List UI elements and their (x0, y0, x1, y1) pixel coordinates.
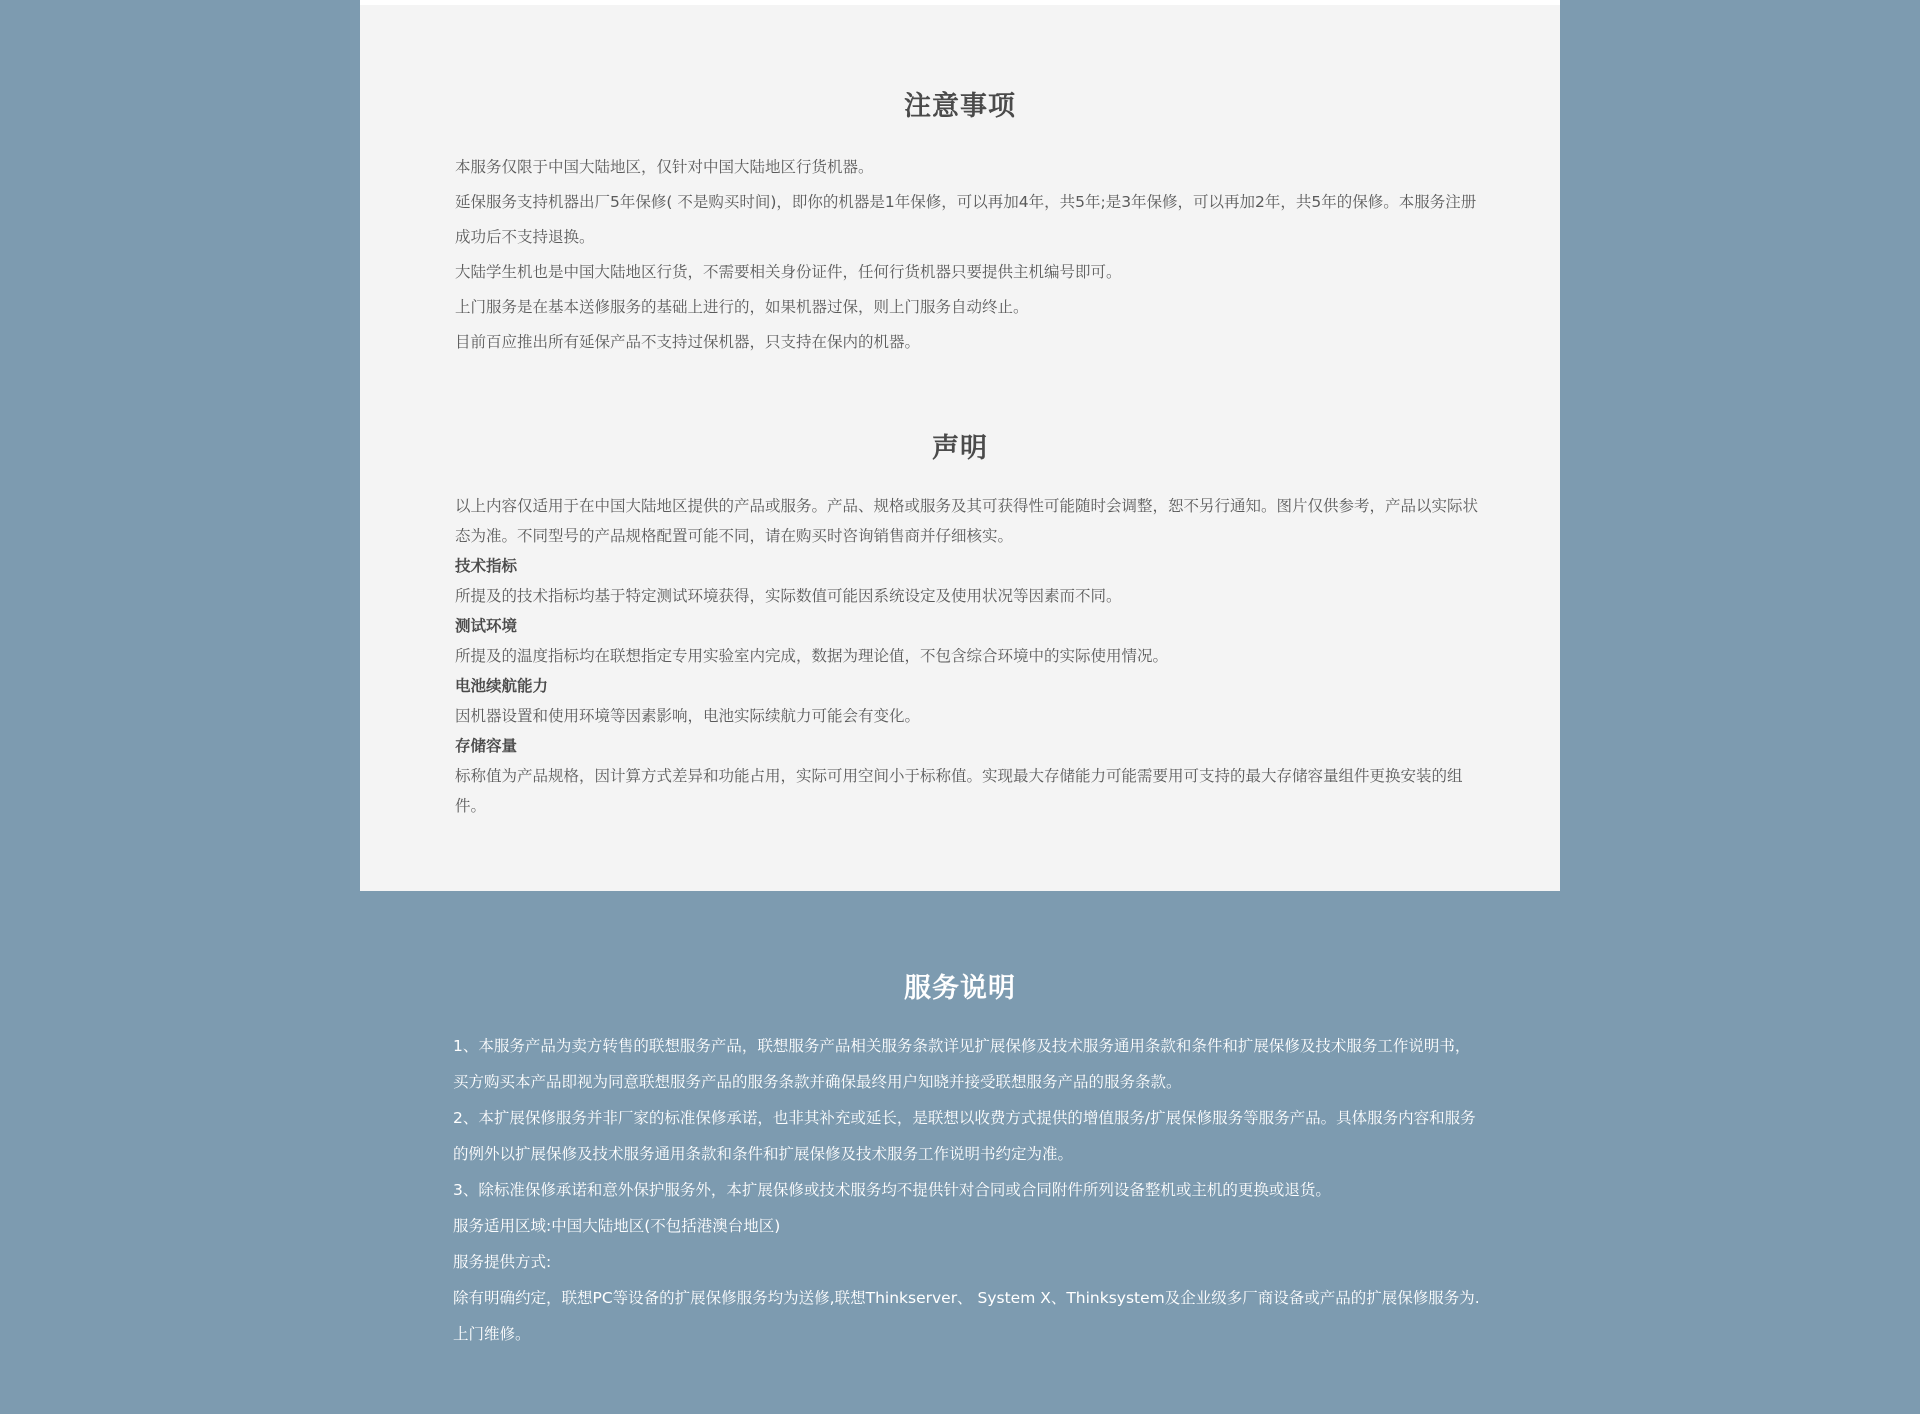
declaration-section-text: 标称值为产品规格，因计算方式差异和功能占用，实际可用空间小于标称值。实现最大存储能力可能需要用可支持的最大存储容量组件更换安装的组件。 (455, 767, 1463, 815)
declaration-section-text: 因机器设置和使用环境等因素影响，电池实际续航力可能会有变化。 (455, 707, 921, 725)
notice-list (455, 150, 1485, 360)
notice-item: 延保服务支持机器出厂5年保修( 不是购买时间)，即你的机器是1年保修，可以再加4年，共5年;是3年保修，可以再加2年，共5年的保修。本服务注册成功后不支持退换。 (455, 193, 1477, 246)
service-item: 服务提供方式: (453, 1253, 552, 1271)
notice-item: 上门服务是在基本送修服务的基础上进行的，如果机器过保，则上门服务自动终止。 (455, 298, 1029, 316)
declaration-section-heading: 存储容量 (455, 737, 518, 755)
notice-item: 大陆学生机也是中国大陆地区行货，不需要相关身份证件，任何行货机器只要提供主机编号即可。 (455, 263, 1122, 281)
service-item: 2、本扩展保修服务并非厂家的标准保修承诺，也非其补充或延长，是联想以收费方式提供的增值服务/扩展保修服务等服务产品。具体服务内容和服务的例外以扩展保修及技术服务通用条款和条件和扩展保修及技术服务工作说明书约定为准。 (453, 1109, 1476, 1163)
service-item: 1、本服务产品为卖方转售的联想服务产品，联想服务产品相关服务条款详见扩展保修及技术服务通用条款和条件和扩展保修及技术服务工作说明书，买方购买本产品即视为同意联想服务产品的服务条款并确保最终用户知晓并接受联想服务产品的服务条款。 (453, 1037, 1471, 1091)
declaration-section-text: 所提及的技术指标均基于特定测试环境获得，实际数值可能因系统设定及使用状况等因素而不同。 (455, 587, 1122, 605)
declaration-intro: 以上内容仅适用于在中国大陆地区提供的产品或服务。产品、规格或服务及其可获得性可能随时会调整，恕不另行通知。图片仅供参考，产品以实际状态为准。不同型号的产品规格配置可能不同，请在购买时咨询销售商并仔细核实。 (455, 497, 1479, 545)
notice-item: 目前百应推出所有延保产品不支持过保机器，只支持在保内的机器。 (455, 333, 921, 351)
service-item: 除有明确约定，联想PC等设备的扩展保修服务均为送修,联想Thinkserver、 System X、Thinksystem及企业级多厂商设备或产品的扩展保修服务为.上门维修。 (453, 1289, 1480, 1343)
service-title: 服务说明 (904, 973, 1016, 1004)
declaration-section-text: 所提及的温度指标均在联想指定专用实验室内完成，数据为理论值，不包含综合环境中的实际使用情况。 (455, 647, 1169, 665)
service-item: 3、除标准保修承诺和意外保护服务外，本扩展保修或技术服务均不提供针对合同或合同附件所列设备整机或主机的更换或退货。 (453, 1181, 1331, 1199)
declaration-section-heading: 技术指标 (455, 557, 518, 575)
service-list (453, 1028, 1483, 1352)
notice-panel (360, 5, 1560, 891)
declaration-section-heading: 电池续航能力 (455, 677, 549, 695)
service-item: 服务适用区域:中国大陆地区(不包括港澳台地区) (453, 1217, 781, 1235)
notice-title: 注意事项 (904, 91, 1016, 122)
declaration-block (455, 491, 1485, 821)
notice-item: 本服务仅限于中国大陆地区，仅针对中国大陆地区行货机器。 (455, 158, 874, 176)
declaration-section-heading: 测试环境 (455, 617, 518, 635)
declaration-title: 声明 (932, 433, 988, 464)
